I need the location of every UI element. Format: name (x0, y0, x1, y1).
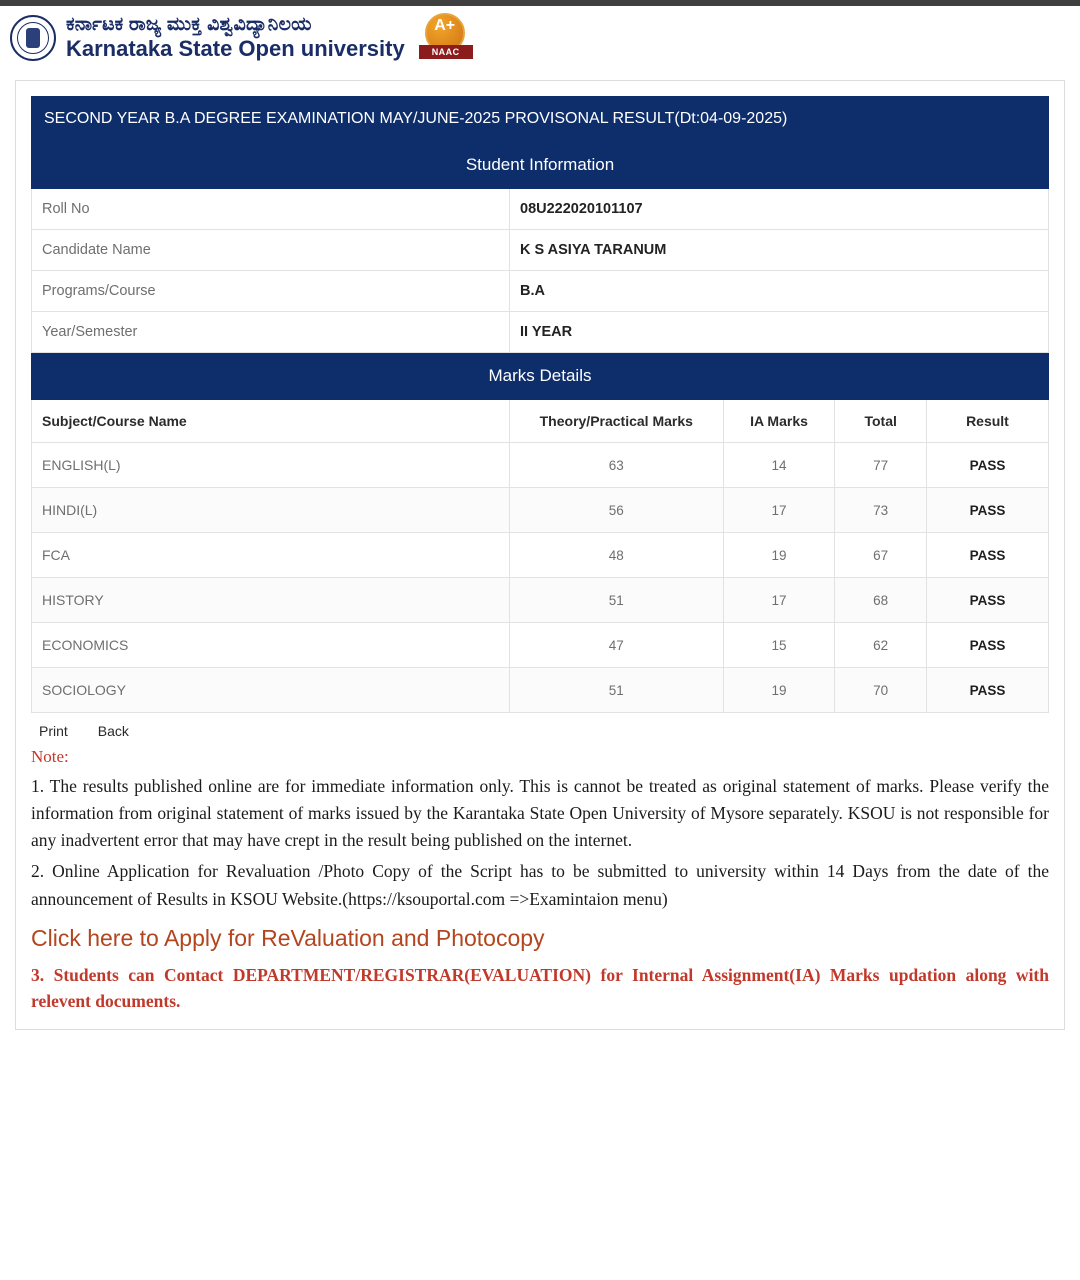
back-button[interactable]: Back (97, 723, 129, 739)
marks-section-title: Marks Details (32, 353, 1049, 400)
field-value-program: B.A (510, 271, 1049, 312)
ia-marks: 17 (723, 488, 835, 533)
result-status: PASS (926, 488, 1048, 533)
field-label-program: Programs/Course (32, 271, 510, 312)
site-header (0, 6, 1080, 70)
exam-title-row (32, 97, 1049, 142)
theory-marks: 48 (510, 533, 724, 578)
naac-grade: A+ (434, 17, 456, 34)
total-marks: 62 (835, 623, 927, 668)
note-item-2: 2. Online Application for Revaluation /Photo Copy of the Script has to be submitted to university within 14 Days from the date of the announcement of Results in KSOU Website.(https://ksouportal.com =>Examintaion menu) (31, 861, 1049, 909)
student-section-title: Student Information (32, 142, 1049, 189)
naac-badge-icon (419, 11, 473, 65)
total-marks: 67 (835, 533, 927, 578)
table-row (32, 488, 1049, 533)
result-card (15, 80, 1065, 1030)
total-marks: 70 (835, 668, 927, 713)
ia-marks: 15 (723, 623, 835, 668)
column-header-ia: IA Marks (723, 400, 835, 443)
theory-marks: 63 (510, 443, 724, 488)
theory-marks: 56 (510, 488, 724, 533)
table-row (32, 533, 1049, 578)
subject-name: ECONOMICS (32, 623, 510, 668)
table-row (32, 230, 1049, 271)
table-row (32, 668, 1049, 713)
subject-name: ENGLISH(L) (32, 443, 510, 488)
subject-name: FCA (32, 533, 510, 578)
naac-label: NAAC (419, 45, 473, 59)
print-button[interactable]: Print (39, 723, 68, 739)
note-item-3: 3. Students can Contact DEPARTMENT/REGISTRAR(EVALUATION) for Internal Assignment(IA) Marks updation along with relevent documents. (31, 964, 1049, 1011)
marks-header-row (32, 400, 1049, 443)
note-item-1: 1. The results published online are for immediate information only. This is cannot be treated as original statement of marks. Please verify the information from original statement of marks issued by the Karantaka State Open University of Mysore separately. KSOU is not responsible for any inadvertent error that may have crept in the result being published on the internet. (31, 776, 1049, 851)
field-value-roll-no: 08U222020101107 (510, 189, 1049, 230)
theory-marks: 51 (510, 578, 724, 623)
field-label-roll-no: Roll No (32, 189, 510, 230)
table-row (32, 189, 1049, 230)
field-value-year-semester: II YEAR (510, 312, 1049, 353)
result-status: PASS (926, 668, 1048, 713)
field-value-candidate-name: K S ASIYA TARANUM (510, 230, 1049, 271)
column-header-theory: Theory/Practical Marks (510, 400, 724, 443)
ia-marks: 19 (723, 668, 835, 713)
subject-name: HINDI(L) (32, 488, 510, 533)
table-row (32, 443, 1049, 488)
subject-name: HISTORY (32, 578, 510, 623)
exam-title: SECOND YEAR B.A DEGREE EXAMINATION MAY/JUNE-2025 PROVISONAL RESULT(Dt:04-09-2025) (32, 97, 1049, 142)
university-emblem-icon (10, 15, 56, 61)
ia-marks: 14 (723, 443, 835, 488)
table-row (32, 312, 1049, 353)
university-name-english: Karnataka State Open university (66, 36, 405, 62)
ia-marks: 17 (723, 578, 835, 623)
field-label-year-semester: Year/Semester (32, 312, 510, 353)
revaluation-apply-link[interactable]: Click here to Apply for ReValuation and Photocopy (31, 924, 545, 951)
theory-marks: 51 (510, 668, 724, 713)
marks-section-row (32, 353, 1049, 400)
result-status: PASS (926, 578, 1048, 623)
total-marks: 77 (835, 443, 927, 488)
total-marks: 73 (835, 488, 927, 533)
note-title: Note: (31, 747, 69, 766)
subject-name: SOCIOLOGY (32, 668, 510, 713)
result-status: PASS (926, 443, 1048, 488)
total-marks: 68 (835, 578, 927, 623)
result-status: PASS (926, 533, 1048, 578)
column-header-subject: Subject/Course Name (32, 400, 510, 443)
theory-marks: 47 (510, 623, 724, 668)
column-header-total: Total (835, 400, 927, 443)
university-name-block (66, 14, 405, 61)
table-row (32, 623, 1049, 668)
action-links (31, 713, 1049, 743)
field-label-candidate-name: Candidate Name (32, 230, 510, 271)
result-table (31, 96, 1049, 713)
table-row (32, 271, 1049, 312)
student-section-row (32, 142, 1049, 189)
ia-marks: 19 (723, 533, 835, 578)
column-header-result: Result (926, 400, 1048, 443)
result-status: PASS (926, 623, 1048, 668)
table-row (32, 578, 1049, 623)
university-name-kannada: ಕರ್ನಾಟಕ ರಾಜ್ಯ ಮುಕ್ತ ವಿಶ್ವವಿದ್ಯಾನಿಲಯ (66, 14, 312, 36)
